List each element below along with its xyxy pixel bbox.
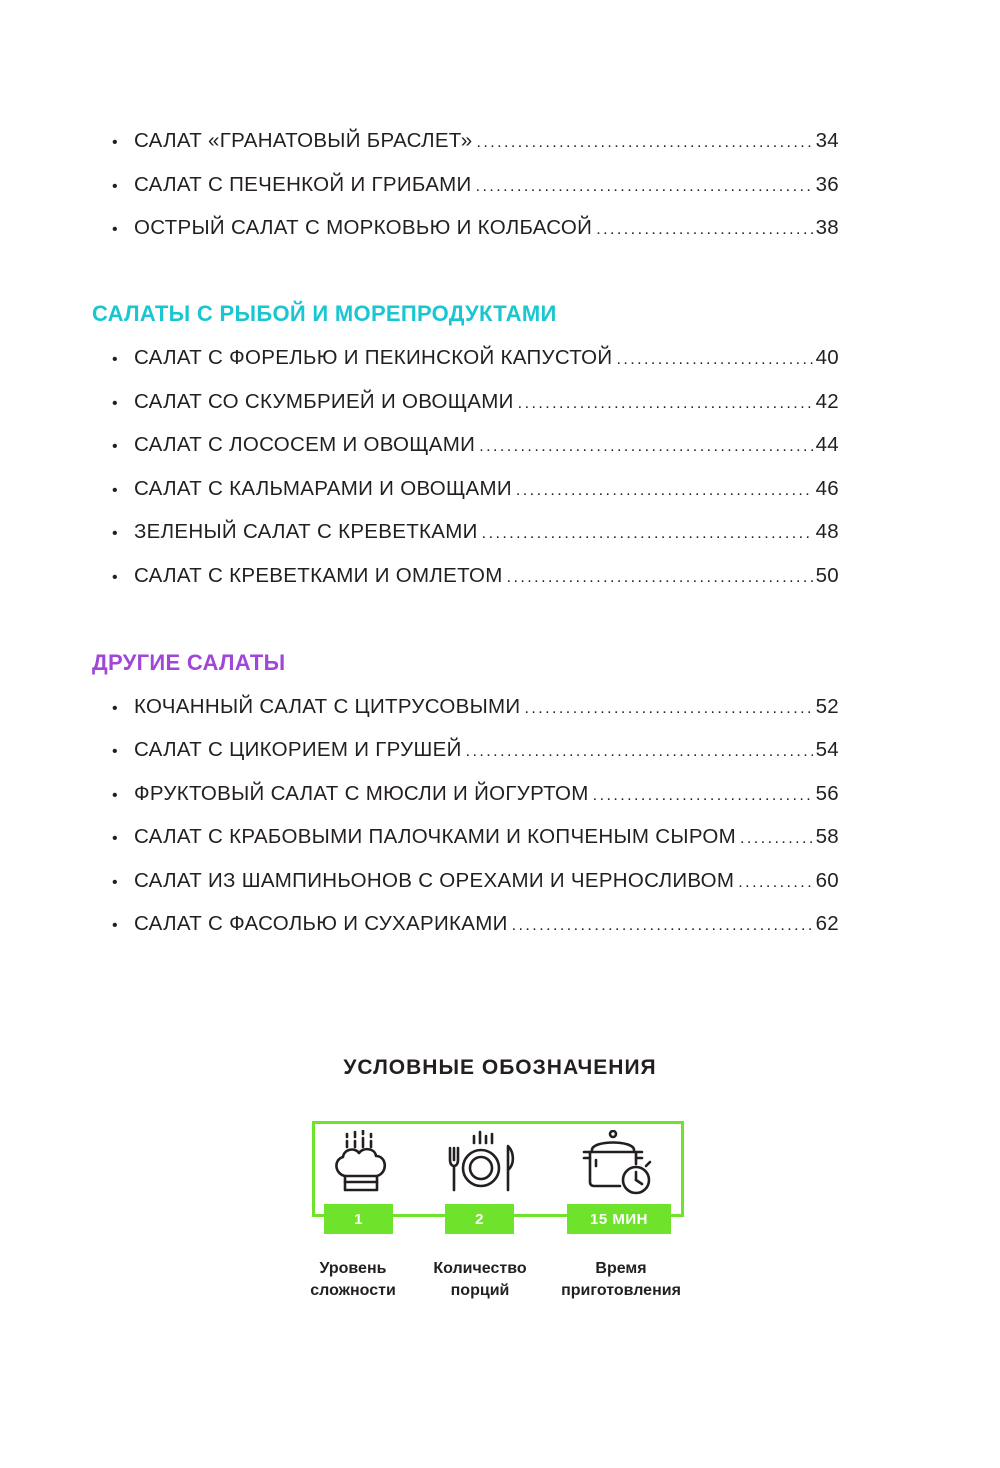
toc-item-page: 38 [815, 216, 839, 239]
bullet: • [112, 743, 118, 760]
bullet: • [112, 525, 118, 542]
bullet: • [112, 482, 118, 499]
section-title-other: ДРУГИЕ САЛАТЫ [92, 650, 286, 675]
dot-leader [518, 395, 813, 413]
toc-item-page: 42 [815, 390, 839, 413]
toc-item-page: 34 [815, 129, 839, 152]
bullet: • [112, 351, 118, 368]
toc-item-title: САЛАТ С ПЕЧЕНКОЙ И ГРИБАМИ [134, 173, 472, 196]
toc-item-page: 50 [815, 564, 839, 587]
toc-item-title: САЛАТ С ЦИКОРИЕМ И ГРУШЕЙ [134, 738, 462, 761]
toc-item[interactable] [112, 433, 839, 463]
toc-item-title: САЛАТ ИЗ ШАМПИНЬОНОВ С ОРЕХАМИ И ЧЕРНОСЛИВОМ [134, 869, 735, 892]
toc-item[interactable] [112, 869, 839, 899]
chef-hat-icon [321, 1130, 401, 1200]
dot-leader [524, 700, 812, 718]
toc-item-page: 62 [815, 912, 839, 935]
dot-leader [482, 525, 813, 543]
toc-item-title: КОЧАННЫЙ САЛАТ С ЦИТРУСОВЫМИ [134, 695, 521, 718]
toc-item[interactable] [112, 738, 839, 768]
dot-leader [512, 917, 813, 935]
dot-leader [476, 134, 812, 152]
difficulty-caption: Уровень сложности [310, 1260, 396, 1299]
toc-item-page: 52 [815, 695, 839, 718]
dot-leader [479, 438, 812, 456]
bullet: • [112, 874, 118, 891]
toc-item-title: ЗЕЛЕНЫЙ САЛАТ С КРЕВЕТКАМИ [134, 520, 478, 543]
toc-item-title: САЛАТ С КАЛЬМАРАМИ И ОВОЩАМИ [134, 477, 512, 500]
dot-leader [616, 351, 812, 369]
toc-item-page: 40 [815, 346, 839, 369]
toc-item[interactable] [112, 695, 839, 725]
toc-item[interactable] [112, 346, 839, 376]
dot-leader [593, 787, 813, 805]
toc-item-page: 36 [815, 173, 839, 196]
bullet: • [112, 830, 118, 847]
toc-item[interactable] [112, 782, 839, 812]
toc-item[interactable] [112, 825, 839, 855]
toc-item[interactable] [112, 912, 839, 942]
dot-leader [738, 874, 812, 892]
toc-item-title: САЛАТ «ГРАНАТОВЫЙ БРАСЛЕТ» [134, 129, 473, 152]
toc-item-page: 46 [815, 477, 839, 500]
toc-item[interactable] [112, 477, 839, 507]
legend-title: УСЛОВНЫЕ ОБОЗНАЧЕНИЯ [343, 1056, 657, 1079]
bullet: • [112, 221, 118, 238]
toc-item-title: САЛАТ С ФАСОЛЬЮ И СУХАРИКАМИ [134, 912, 508, 935]
servings-caption: Количество порций [433, 1260, 527, 1299]
toc-item-title: САЛАТ С КРАБОВЫМИ ПАЛОЧКАМИ И КОПЧЕНЫМ СЫРОМ [134, 825, 737, 848]
toc-item-page: 58 [815, 825, 839, 848]
dot-leader [466, 743, 813, 761]
bullet: • [112, 134, 118, 151]
time-badge: 15 МИН [567, 1204, 671, 1234]
toc-item-title: САЛАТ С КРЕВЕТКАМИ И ОМЛЕТОМ [134, 564, 503, 587]
toc-item[interactable] [112, 129, 839, 159]
pot-timer-icon [580, 1130, 660, 1200]
difficulty-badge: 1 [324, 1204, 393, 1234]
toc-item-title: САЛАТ СО СКУМБРИЕЙ И ОВОЩАМИ [134, 390, 514, 413]
toc-item[interactable] [112, 564, 839, 594]
time-caption: Время приготовления [561, 1260, 681, 1299]
legend-frame-top [312, 1121, 684, 1124]
bullet: • [112, 917, 118, 934]
toc-item-title: ФРУКТОВЫЙ САЛАТ С МЮСЛИ И ЙОГУРТОМ [134, 782, 589, 805]
bullet: • [112, 787, 118, 804]
toc-item-page: 56 [815, 782, 839, 805]
bullet: • [112, 395, 118, 412]
toc-item[interactable] [112, 216, 839, 246]
toc-item[interactable] [112, 520, 839, 550]
toc-item-page: 60 [815, 869, 839, 892]
dot-leader [596, 221, 812, 239]
bullet: • [112, 178, 118, 195]
toc-item[interactable] [112, 390, 839, 420]
toc-item[interactable] [112, 173, 839, 203]
toc-item-page: 48 [815, 520, 839, 543]
bullet: • [112, 700, 118, 717]
dot-leader [507, 569, 813, 587]
bullet: • [112, 569, 118, 586]
section-title-seafood: САЛАТЫ С РЫБОЙ И МОРЕПРОДУКТАМИ [92, 301, 557, 326]
bullet: • [112, 438, 118, 455]
toc-item-page: 54 [815, 738, 839, 761]
dot-leader [740, 830, 813, 848]
dot-leader [476, 178, 813, 196]
servings-badge: 2 [445, 1204, 514, 1234]
dot-leader [516, 482, 813, 500]
toc-item-page: 44 [815, 433, 839, 456]
toc-item-title: ОСТРЫЙ САЛАТ С МОРКОВЬЮ И КОЛБАСОЙ [134, 216, 593, 239]
toc-item-title: САЛАТ С ФОРЕЛЬЮ И ПЕКИНСКОЙ КАПУСТОЙ [134, 346, 613, 369]
toc-item-title: САЛАТ С ЛОСОСЕМ И ОВОЩАМИ [134, 433, 476, 456]
plate-cutlery-icon [440, 1130, 520, 1200]
